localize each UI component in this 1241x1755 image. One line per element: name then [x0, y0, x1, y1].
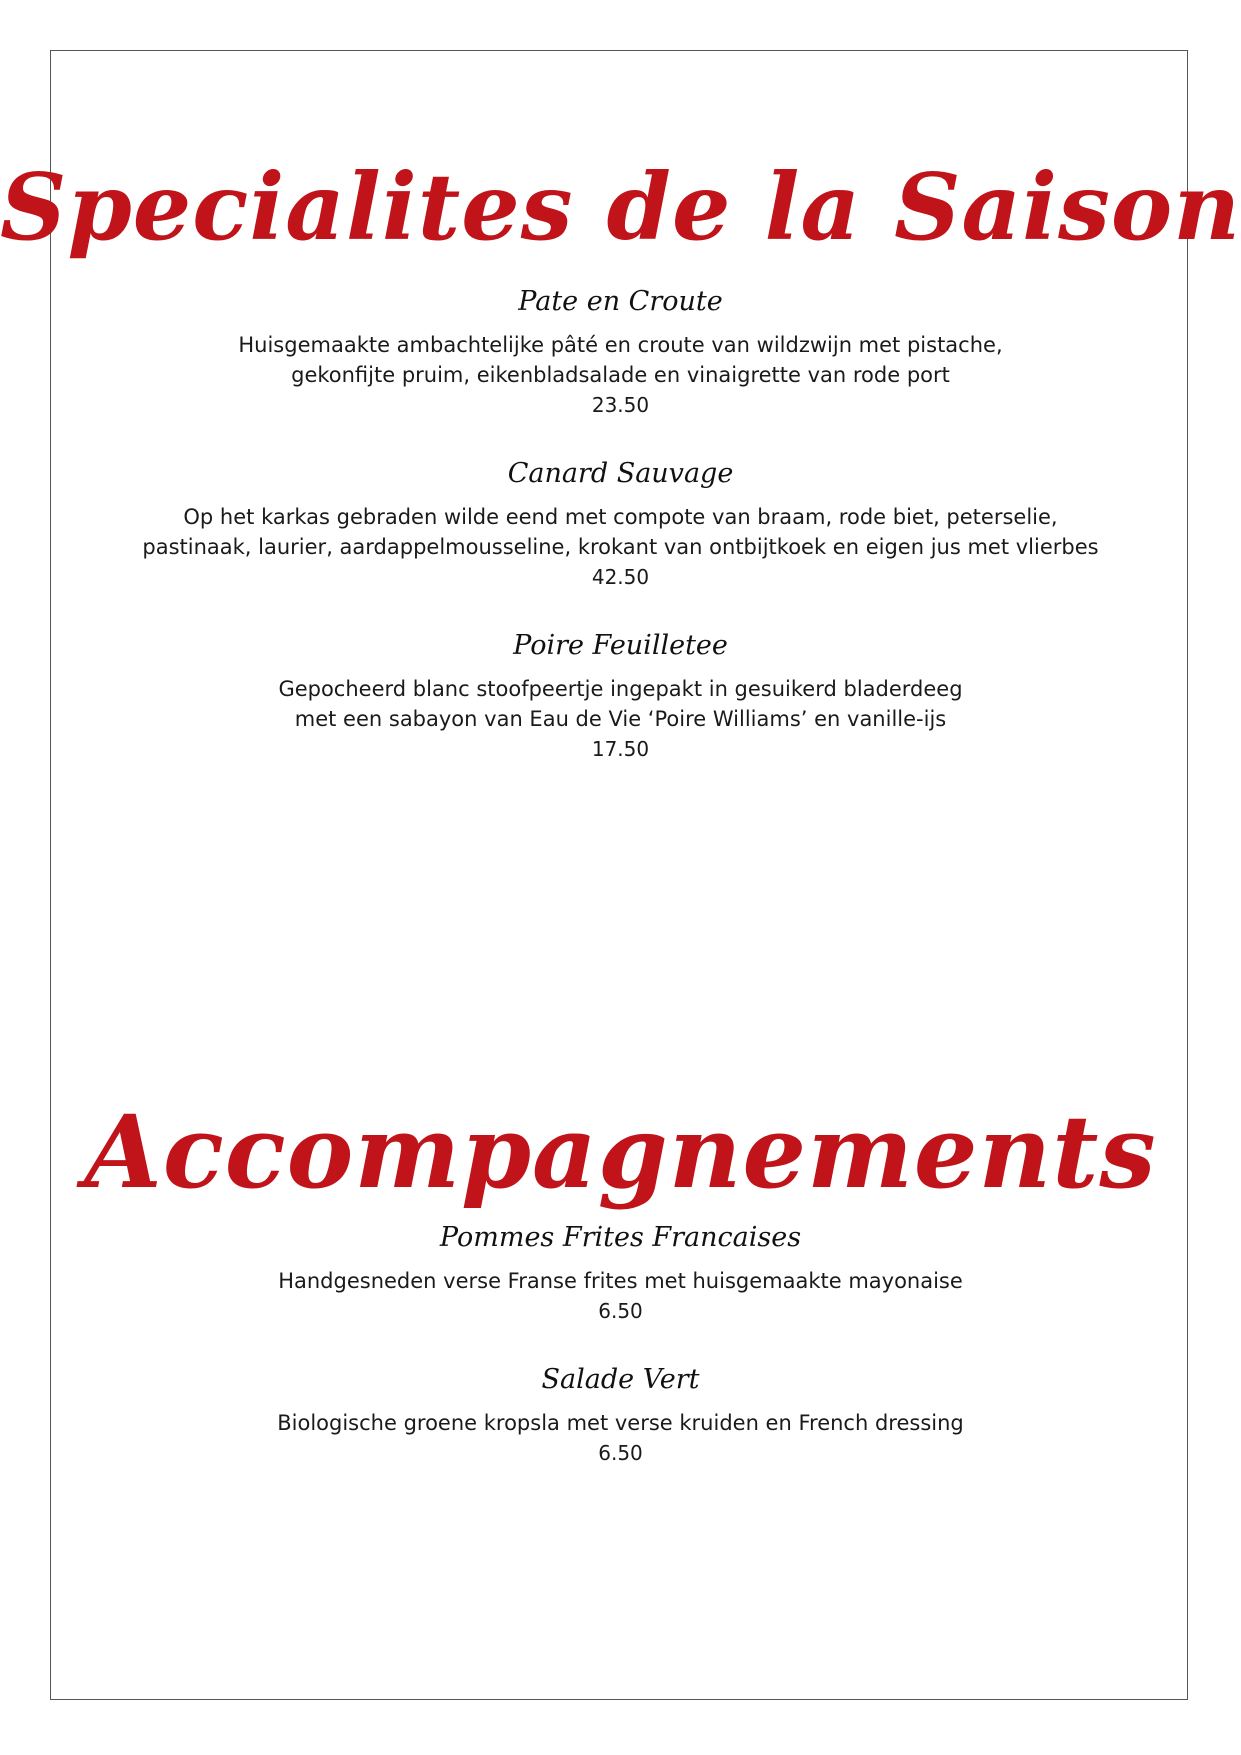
dish-poire-feuilletee: [0, 624, 1241, 764]
dish-price: 6.50: [598, 1441, 643, 1465]
dish-pate-en-croute: [0, 280, 1241, 420]
dish-name: Salade Vert: [541, 1364, 700, 1395]
dish-price: 17.50: [591, 737, 650, 761]
dish-price: 23.50: [591, 393, 650, 417]
dish-name: Pate en Croute: [518, 286, 723, 317]
dish-name: Canard Sauvage: [507, 458, 734, 489]
dish-salade-vert: [0, 1358, 1241, 1468]
dish-name: Pommes Frites Francaises: [439, 1222, 802, 1253]
dish-description: Huisgemaakte ambachtelijke pâté en croute van wildzwijn met pistache, gekonfijte pruim, eikenbladsalade en vinaigrette van rode port: [238, 333, 1003, 387]
dish-description: Op het karkas gebraden wilde eend met compote van braam, rode biet, peterselie, pastinaak, laurier, aardappelmousseline, krokant van ontbijtkoek en eigen jus met vlierbes: [142, 505, 1099, 559]
section-title-specialites: Specialites de la Saison: [0, 152, 1241, 261]
dish-name: Poire Feuilletee: [513, 630, 728, 661]
dish-price: 6.50: [598, 1299, 643, 1323]
dish-pommes-frites: [0, 1216, 1241, 1326]
dish-canard-sauvage: [0, 452, 1241, 592]
dish-description: Biologische groene kropsla met verse kruiden en French dressing: [277, 1411, 964, 1435]
dish-description: Handgesneden verse Franse frites met huisgemaakte mayonaise: [278, 1269, 963, 1293]
section-title-accompagnements: Accompagnements: [84, 1093, 1157, 1211]
dish-price: 42.50: [591, 565, 650, 589]
dish-description: Gepocheerd blanc stoofpeertje ingepakt in gesuikerd bladerdeeg met een sabayon van Eau de Vie ‘Poire Williams’ en vanille-ijs: [278, 677, 963, 731]
